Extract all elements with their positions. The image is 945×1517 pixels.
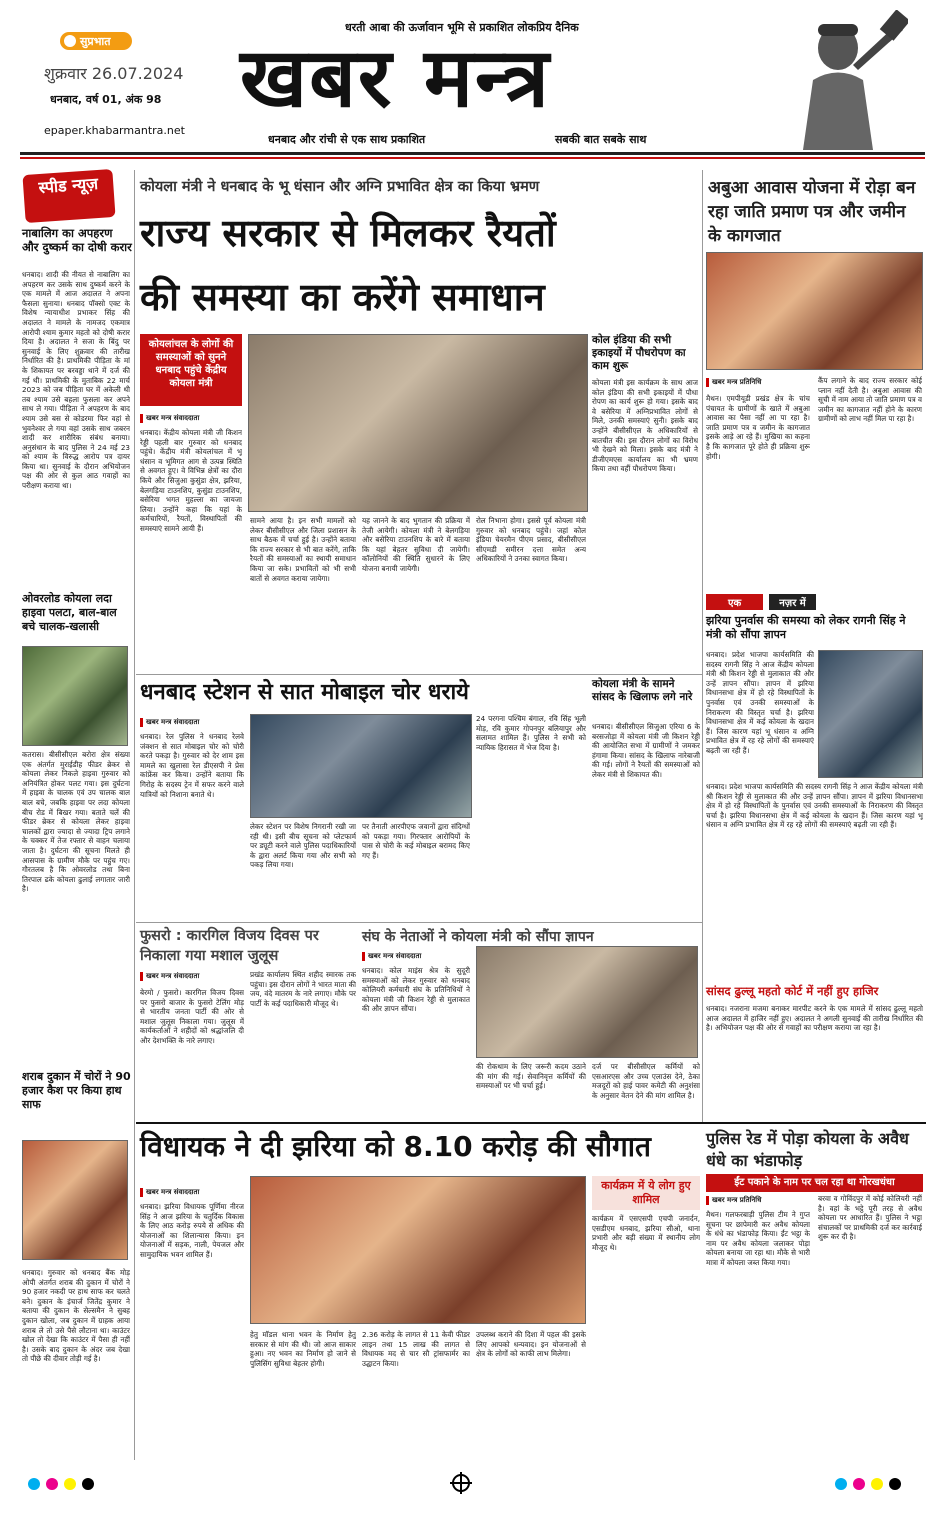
ek-nazar-text-col1: धनबाद। प्रदेश भाजपा कार्यसमिति की सदस्य रागनी सिंह ने आज केंद्रीय कोयला मंत्री श्री किशन रेड्डी से मुलाकात की और उन्हें ज्ञापन सौंपा। ज्ञापन में झरिया विधानसभा क्षेत्र में हो रहे विस्थापितों के पुनर्वास एवं उनकी समस्याओं के निराकरण की विस्तृत चर्चा है। झरिया विधानसभा क्षेत्र में कई कोयला के खदान हैं। जिस कारण यहां भू धंसान व अग्नि प्रभावित क्षेत्र में रह रहे लोगों की समस्याएं बढ़ती जा रही हैं। — [706, 650, 814, 755]
police-raid-text-col2: बरवा व गोविंदपुर में कोई कोलियरी नहीं है। वहां के भट्ठे पूरी तरह से अवैध कोयला पर आधारित हैं। पुलिस ने भट्ठा संचालकों पर प्राथमिकी दर्ज कर कार्रवाई शुरू कर दी है। — [818, 1194, 922, 1242]
mobile-thief-text-col1: धनबाद। रेल पुलिस ने धनबाद रेलवे जंक्शन से सात मोबाइल चोर को चोरी करते पकड़ा है। गुरुवार को देर शाम इस मामले का खुलासा रेल डीएसपी ने प्रेस कांफ्रेंस कर किया। उन्होंने बताया कि गिरोह के सदस्य ट्रेन में सफर करने वाले यात्रियों को निशाना बनाते थे। — [140, 732, 244, 799]
kargil-byline: खबर मन्त्र संवाददाता — [140, 972, 240, 981]
speed-news-badge: स्पीड न्यूज़ — [22, 169, 115, 223]
jharia-headline: विधायक ने दी झरिया को 8.10 करोड़ की सौगात — [140, 1130, 651, 1163]
masthead-tagline: धरती आबा की ऊर्जावान भूमि से प्रकाशित लोकप्रिय दैनिक — [345, 21, 579, 34]
court-text: धनबाद। नजराना मजमा बनाकर मारपीट करने के एक मामले में सांसद ढुल्लू महतो आज अदालत में हाजिर नहीं हुए। अदालत ने अगली सुनवाई की तारीख निर्धारित की है। अभियोजन पक्ष की ओर से गवाहों का परीक्षण कराया जा रहा है। — [706, 1004, 923, 1033]
lead-quote-box: कोयलांचल के लोगों की समस्याओं को सुनने धनबाद पहुंचे केंद्रीय कोयला मंत्री — [140, 334, 242, 406]
abua-village-photo — [706, 252, 923, 370]
footer-color-marks-left — [28, 1478, 94, 1490]
kargil-text-col2: प्रखंड कार्यालय स्थित शहीद स्मारक तक पहुंचा। इस दौरान लोगों ने भारत माता की जय, वंदे मातरम के नारे लगाए। मौके पर पार्टी के कई पदाधिकारी मौजूद थे। — [250, 970, 356, 1008]
speed-story2-headline: ओवरलोड कोयला लदा हाइवा पलटा, बाल-बाल बचे चालक-खलासी — [22, 592, 117, 633]
masthead-subtitle-right: सबकी बात सबके साथ — [555, 133, 647, 146]
union-memo-text-col2: की रोकथाम के लिए जरूरी कदम उठाने की मांग की गई। सेवानिवृत्त कर्मियों की समस्याओं पर भी चर्चा हुई। — [476, 1062, 586, 1091]
abua-byline: खबर मन्त्र प्रतिनिधि — [706, 378, 806, 387]
lead-kicker: कोयला मंत्री ने धनबाद के भू धंसान और अग्नि प्रभावित क्षेत्र का किया भ्रमण — [140, 179, 540, 195]
speed-story1-text: धनबाद। शादी की नीयत से नाबालिग का अपहरण कर उसके साथ दुष्कर्म करने के एक मामले में आज अदालत ने अपना फैसला सुनाया। धनबाद पॉक्सो एक्ट के विशेष न्यायाधीश प्रभाकर सिंह की अदालत ने मामले के नामजद एकमात्र आरोपी श्याम कुमार महतो को दोषी करार दिया है। अदालत ने सजा के बिंदु पर सुनवाई के लिए शुक्रवार की तारीख निर्धारित की है। प्राथमिकी पीड़िता के मां के शिकायत पर बरवड्डा थाने में दर्ज की गई थी। प्राथमिकी के मुताबिक 22 मार्च 2023 को जब पीड़िता घर में अकेली थी तब श्याम उसे बहला फुसला कर अपने साथ ले गया। पीड़िता ने अपहरण के बाद श्याम उसे बस से कोडरमा फिर वहां से भुवनेश्वर ले गया वहां उसके साथ जबरन शादी कर शारीरिक संबंध बनाया। अनुसंधान के बाद पुलिस ने 24 मई 23 को श्याम के विरुद्ध आरोप पत्र दायर किया था। सुनवाई के दौरान अभियोजन पक्ष की ओर से कुल आठ गवाहों का परीक्षण कराया था। — [22, 270, 130, 491]
liquor-shop-photo — [22, 1140, 128, 1260]
speed-story3-text: धनबाद। गुरुवार को धनबाद बैंक मोड़ ओपी अंतर्गत शराब की दुकान में चोरों ने 90 हजार नकदी पर हाथ साफ कर चलते बने। दुकान के इंचार्ज जितेंद्र कुमार ने बताया की दुकान के सेल्समैन ने सुबह दुकान खोला, जब दुकान में ग्राहक आया शराब ले तो उसे पैसे लौटाना था। काउंटर खोल तो देखा कि काउंटर में पैसा ही नहीं है। उसके बाद दुकान के अंदर जब देखा तो पीछे की दीवार तोड़ी गई है। — [22, 1268, 130, 1364]
rule-kargil — [136, 922, 702, 923]
jharia-text-col3: 2.36 करोड़ के लागत से 11 केवी फीडर लाइन तथा 15 लाख की लागत से विधायक मद से चार सौ ट्रांसफार्मर का उद्घाटन किया। — [362, 1330, 470, 1368]
court-headline: सांसद ढुल्लू महतो कोर्ट में नहीं हुए हाजिर — [706, 984, 879, 998]
mobile-thief-byline: खबर मन्त्र संवाददाता — [140, 718, 240, 727]
registration-crosshair-icon — [452, 1474, 470, 1492]
union-memo-photo — [476, 946, 698, 1058]
coal-india-headline: कोल इंडिया की सभी इकाइयों में पौधरोपण का काम शुरू — [592, 334, 686, 372]
speed-story1-headline: नाबालिग का अपहरण और दुष्कर्म का दोषी करार — [22, 226, 132, 254]
union-memo-text-col1: धनबाद। कोल माइंस श्रेत्र के सुदूरी समस्याओं को लेकर गुरुवार को धनबाद कोलियरी कर्मचारी संघ के प्रतिनिधियों ने कोयला मंत्री जी किशन रेड्डी से मुलाकात की और ज्ञापन सौंपा। — [362, 966, 470, 1014]
abua-headline: अबुआ आवास योजना में रोड़ा बन रहा जाति प्रमाण पत्र और जमीन के कागजात — [708, 178, 916, 246]
union-memo-headline: संघ के नेताओं ने कोयला मंत्री को सौंपा ज्ञापन — [362, 929, 594, 945]
right-lower-divider — [702, 592, 703, 1122]
ek-nazar-text-wide: धनबाद। प्रदेश भाजपा कार्यसमिति की सदस्य रागनी सिंह ने आज केंद्रीय कोयला मंत्री श्री किशन रेड्डी से मुलाकात की और उन्हें ज्ञापन सौंपा। ज्ञापन में झरिया विधानसभा क्षेत्र में हो रहे विस्थापितों के पुनर्वास एवं उनकी समस्याओं के निराकरण की विस्तृत चर्चा है। झरिया विधानसभा क्षेत्र में कई कोयला के खदान हैं। जिस कारण यहां भू धंसान व अग्नि प्रभावित क्षेत्र में रह रहे लोगों की समस्याएं बढ़ती जा रही हैं। — [706, 782, 923, 830]
mobile-thief-text-col2: लेकर स्टेशन पर विशेष निगरानी रखी जा रही थी। इसी बीच सूचना को प्लेटफार्म पर ड्यूटी करने वाले पुलिस पदाधिकारियों के द्वारा अलर्ट किया गया और सभी को पकड़ लिया गया। — [250, 822, 356, 870]
jharia-attendees-text: कार्यक्रम में एसएसपी एचपी जनार्दन, एसडीएम धनबाद, झरिया सीओ, थाना प्रभारी और बड़ी संख्या में स्थानीय लोग मौजूद थे। — [592, 1214, 700, 1252]
miner-statue-image — [778, 10, 908, 150]
abua-text-col2: कैंप लगाने के बाद राज्य सरकार कोई प्लान नहीं देती है। अबुआ आवास की सूची में नाम आया तो जाति प्रमाण पत्र व जमीन का कागजात नहीं होने के कारण ग्रामीणों को लाभ नहीं मिल पा रहा है। — [818, 376, 922, 424]
ek-nazar-label — [706, 594, 923, 610]
lead-byline: खबर मन्त्र संवाददाता — [140, 414, 240, 423]
coal-india-text: कोयला मंत्री इस कार्यक्रम के साथ आज कोल इंडिया की सभी इकाइयों में पौधा रोपण का कार्य शुरू हो गया। इसके बाद वे बसेरिया में अग्निप्रभावित लोगों से मिले, उनकी समस्याएं सुनी। इसके बाद उन्होंने बीसीसीएल के अधिकारियों से बातचीत की। इस दौरान लोगों का विरोध भी देखने को मिला। इसके बाद मंत्री ने डीजीएमएस कार्यालय का भी भ्रमण किया तथा वहीं पौधरोपण किया। — [592, 378, 698, 474]
jharia-attendees-kicker: कार्यक्रम में ये लोग हुए शामिल — [592, 1176, 700, 1210]
mobile-thief-text-col4: 24 परगना पश्चिम बंगाल, रवि सिंह भूली मोड़, रवि कुमार गोपनपुर बलियापुर और सलामत शामिल हैं। पुलिस ने सभी को न्यायिक हिरासत में भेज दिया है। — [476, 714, 586, 752]
edition-badge: सुप्रभात — [60, 32, 132, 50]
police-raid-subhead: ईंट पकाने के नाम पर चल रहा था गोरखधंधा — [706, 1174, 923, 1192]
yellow-mark — [64, 1478, 76, 1490]
issue-date: शुक्रवार 26.07.2024 — [44, 64, 184, 83]
union-memo-byline: खबर मन्त्र संवाददाता — [362, 952, 462, 961]
lead-headline-line1: राज्य सरकार से मिलकर रैयतों — [140, 211, 556, 255]
jharia-inauguration-photo — [250, 1176, 586, 1324]
website-link[interactable]: epaper.khabarmantra.net — [44, 124, 185, 137]
cyan-mark — [28, 1478, 40, 1490]
masthead-rule — [20, 152, 925, 155]
jharia-text-col1: धनबाद। झरिया विधायक पूर्णिमा नीरज सिंह ने आज झरिया के चतुर्दिक विकास के लिए आठ करोड़ रुपये से अधिक की योजनाओं का शिलान्यास किया। इन योजनाओं में सड़क, नाली, पेयजल और सामुदायिक भवन शामिल हैं। — [140, 1202, 244, 1259]
slogan-text: धनबाद। बीसीसीएल सिजुआ एरिया 6 के बरसजोड़ा में कोयला मंत्री जी किशन रेड्डी की आयोजित सभा में ग्रामीणों ने जमकर हंगामा किया। सांसद के खिलाफ नारेबाजी की गई। लोगों ने रैयतों की समस्याओं को लेकर मंत्री से शिकायत की। — [592, 722, 700, 779]
kargil-headline: फुसरो : कारगिल विजय दिवस पर निकाला गया मशाल जुलूस — [140, 928, 319, 964]
magenta-mark — [853, 1478, 865, 1490]
ragni-singh-photo — [818, 650, 923, 778]
magenta-mark — [46, 1478, 58, 1490]
mobile-thief-headline: धनबाद स्टेशन से सात मोबाइल चोर धराये — [140, 680, 469, 705]
speed-story2-text: कतरास। बीसीसीएल बरोरा क्षेत्र संख्या एक अंतर्गत मुराईडीह फीडर ब्रेकर से कोयला लेकर निकले हाइवा गुरुवार को अनियंत्रित होकर पलट गया। इस दुर्घटना में हाइवा के चालक एवं उप चालक बाल बाल बचे, जबकि हाइवा पर लदा कोयला बीच रोड में बिखर गया। बताते चलें की फीडर ब्रेकर से कोयला लेकर हाइवा चालकों द्वारा ज्यादा से ज्यादा ट्रिप लगाने के चक्कर में तेज रफ्तार से वाहन चलाया जाता है। दुर्घटना की सूचना मिलते ही आसपास के ग्रामीण मौके पर पहुंच गए। गौरतलब है कि ओवरलोड तथा बिना तिरपाल ढके कोयला ढुलाई लगातार जारी है। — [22, 750, 130, 894]
lead-text-col1: धनबाद। केंद्रीय कोयला मंत्री जी किशन रेड्डी पहली बार गुरुवार को धनबाद पहुंचे। केंद्रीय मंत्री कोयलांचल में भू धंसान व भूमिगत आग से उत्पन्न स्थिति से अवगत हुए। वे विभिन्न क्षेत्रों का दौरा किये और सिजुआ कुसुंडा क्षेत्र, झरिया, बेलगड़िया टाउनशिप, कुसुंडा टाउनशिप, बसेरिया भगत मुहल्ला का जायजा लिया। उन्होंने कहा कि यहां के कर्मचारियों, रैयतों, विस्थापितों की समस्याएं सामने आयी हैं। — [140, 428, 242, 533]
lead-text-col4: रोल निभाना होगा। इससे पूर्व कोयला मंत्री गुरुवार को धनबाद पहुंचे। जहां कोल इंडिया चेयरमैन पीएम प्रसाद, बीसीसीएल सीएमडी समीरन दत्ता समेत अन्य अधिकारियों ने उनका स्वागत किया। — [476, 516, 586, 564]
speed-story3-headline: शराब दुकान में चोरों ने 90 हजार कैश पर किया हाथ साफ — [22, 1070, 131, 1111]
mobile-thief-text-col3: पर तैनाती आरपीएफ जवानों द्वारा संदिग्धों को पकड़ा गया। गिरफ्तार आरोपियों के पास से चोरी के कई मोबाइल बरामद किए गए हैं। — [362, 822, 470, 860]
lead-headline-line2: की समस्या का करेंगे समाधान — [140, 275, 545, 319]
lead-text-col3: यह जानने के बाद भुगतान की प्रक्रिया में तेजी आयेगी। कोयला मंत्री ने बेलगड़िया और बसेरिया टाउनशिप के बारे में बताया कि यहां बेहतर सुविधा दी जायेगी। कॉलोनियों की स्थिति सुधारने के लिए योजना बनायी जायेगी। — [362, 516, 470, 573]
sun-icon — [64, 35, 76, 47]
rule-mobile — [136, 674, 702, 675]
lead-text-col2: सामने आया है। इन सभी मामलों को लेकर बीसीसीएल और जिला प्रशासन के साथ बैठक में चर्चा हुई है। उन्होंने बताया कि राज्य सरकार से भी बात करेंगे, ताकि रैयतों की समस्याओं का स्थायी समाधान किया जा सके। प्रभावितों को भी सभी बातों से अवगत कराया जायेगा। — [250, 516, 356, 583]
union-memo-text-col3: दर्ज पर बीसीसीएल कर्मियों को एसआरएस और उच्च एलाउंस देने, ठेका मजदूरों को हाई पावर कमेटी की अनुशंसा के अनुसार वेतन देने की मांग शामिल है। — [592, 1062, 700, 1100]
yellow-mark — [871, 1478, 883, 1490]
masthead-title: खबर मन्त्र — [240, 31, 551, 126]
police-raid-text-col1: मैथन। गलफरबाड़ी पुलिस टीम ने गुप्त सूचना पर छापेमारी कर अवैध कोयला के धंधे का भंडाफोड़ किया। ईंट भट्ठा के नाम पर अवैध कोयला जलाकर पोड़ा कोयला बनाया जा रहा था। मौके से भारी मात्रा में कोयला जब्त किया गया। — [706, 1210, 810, 1267]
mobile-thief-photo — [250, 714, 472, 818]
police-raid-byline: खबर मन्त्र प्रतिनिधि — [706, 1196, 806, 1205]
lead-minister-photo — [248, 334, 588, 512]
kargil-text-col1: बेरमो / फुसरो। कारगिल विजय दिवस पर फुसरो बाजार के फुसरो टेलिंग मोड़ से भारतीय जनता पार्टी की ओर से मशाल जुलूस निकाला गया। जुलूस में कार्यकर्ताओं ने शहीदों को श्रद्धांजलि दी और देशभक्ति के नारे लगाए। — [140, 988, 244, 1045]
jharia-byline: खबर मन्त्र संवाददाता — [140, 1188, 240, 1197]
masthead-subtitle-left: धनबाद और रांची से एक साथ प्रकाशित — [268, 133, 426, 146]
ek-nazar-label-left: एक — [706, 594, 763, 610]
black-mark — [889, 1478, 901, 1490]
black-mark — [82, 1478, 94, 1490]
cyan-mark — [835, 1478, 847, 1490]
footer-color-marks-right — [835, 1478, 901, 1490]
slogan-headline: कोयला मंत्री के सामने सांसद के खिलाफ लगे नारे — [592, 678, 693, 703]
issue-number: धनबाद, वर्ष 01, अंक 98 — [50, 93, 162, 106]
masthead-rule-color — [20, 157, 925, 159]
ek-nazar-headline: झरिया पुनर्वास की समस्या को लेकर रागनी सिंह ने मंत्री को सौंपा ज्ञापन — [706, 614, 906, 641]
truck-accident-photo — [22, 646, 128, 746]
jharia-text-col4: उपलब्ध कराने की दिशा में पहल की इसके लिए आपको धन्यवाद। इन योजनाओं से क्षेत्र के लोगों को काफी लाभ मिलेगा। — [476, 1330, 586, 1359]
jharia-text-col2: हेतु मॉडल थाना भवन के निर्माण हेतु सरकार से मांग की थी। जो आज साकार हुआ। नए भवन का निर्माण हो जाने से पुलिसिंग सुविधा बेहतर होगी। — [250, 1330, 356, 1368]
rule-jharia — [136, 1122, 926, 1124]
police-raid-headline: पुलिस रेड में पोड़ा कोयला के अवैध धंधे का भंडाफोड़ — [706, 1129, 909, 1170]
ek-nazar-label-right: नज़र में — [769, 594, 816, 610]
abua-text-col1: मैथन। एमपीयूडी प्रखंड क्षेत्र के चांच पंचायत के ग्रामीणों के खाते में अबुआ आवास का पैसा नहीं आ पा रहा है। जाति प्रमाण पत्र व जमीन के कागजात इसके आड़े आ रहे हैं। मुखिया का कहना है कि कागजात पूरे होते ही प्रक्रिया शुरू होगी। — [706, 394, 810, 461]
left-column-divider — [134, 170, 135, 1460]
